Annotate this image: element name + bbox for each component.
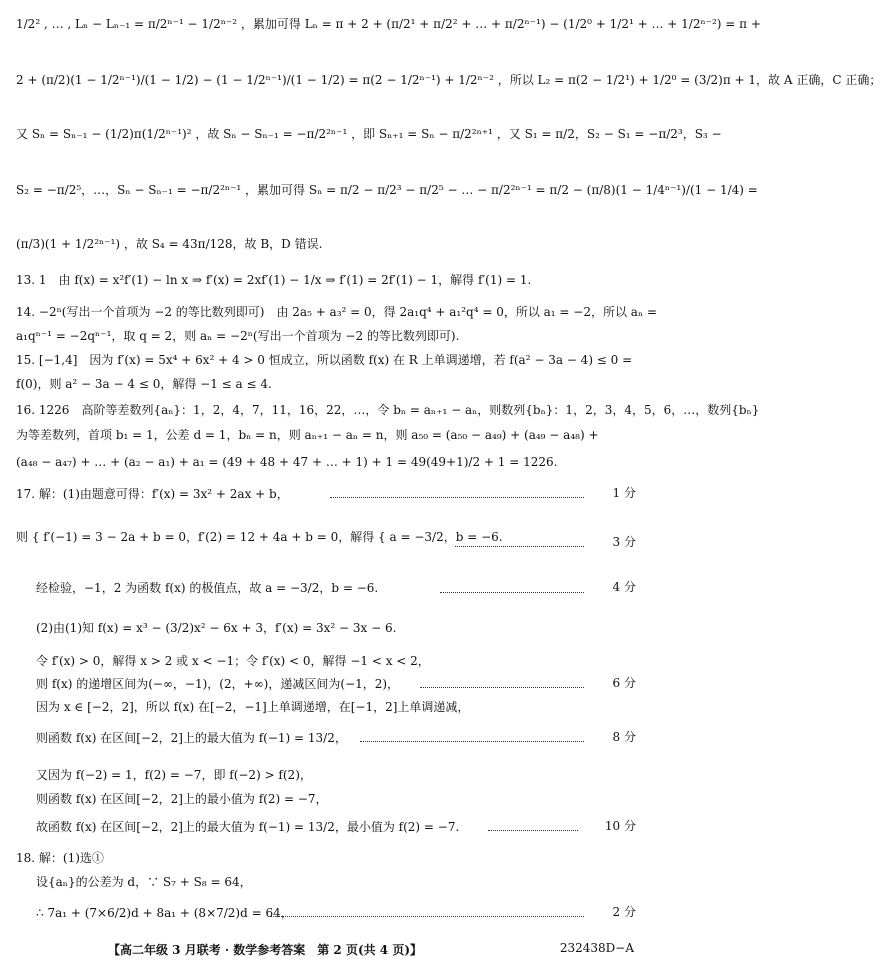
q13-line: 13. 1 由 f(x) = x²f′(1) − ln x ⇒ f′(x) = 2xf′(1) − 1/x ⇒ f′(1) = 2f′(1) − 1，解得 f′(1) = 1. (16, 273, 532, 287)
q17-line: 又因为 f(−2) = 1，f(2) = −7，即 f(−2) > f(2)， (36, 768, 312, 782)
dot-leader (488, 830, 578, 831)
text-line: S₂ = −π/2⁵，…，Sₙ − Sₙ₋₁ = −π/2²ⁿ⁻¹ ，累加可得 Sₙ = π/2 − π/2³ − π/2⁵ − … − π/2²ⁿ⁻¹ = π/2 − (π/8)(1 − 1/4ⁿ⁻¹)/(1 − 1/4) = (16, 183, 758, 197)
score-mark: 2 分 (609, 903, 636, 920)
q16-line: 16. 1226 高阶等差数列{aₙ}：1，2，4，7，11，16，22，…，令 bₙ = aₙ₊₁ − aₙ，则数列{bₙ}：1，2，3，4，5，6，…，数列{bₙ} (16, 403, 760, 417)
text-line: 又 Sₙ = Sₙ₋₁ − (1/2)π(1/2ⁿ⁻¹)² ，故 Sₙ − Sₙ₋₁ = −π/2²ⁿ⁻¹ ，即 Sₙ₊₁ = Sₙ − π/2²ⁿ⁺¹ ，又 S₁ = π/2，S₂ − S₁ = −π/2³，S₃ − (16, 127, 722, 141)
q17-line: 17. 解：(1)由题意可得：f′(x) = 3x² + 2ax + b， (16, 487, 289, 501)
q14-line: a₁qⁿ⁻¹ = −2qⁿ⁻¹，取 q = 2，则 aₙ = −2ⁿ(写出一个首项为 −2 的等比数列即可). (16, 329, 460, 343)
q18-line: 设{aₙ}的公差为 d，∵ S₇ + S₈ = 64， (36, 875, 252, 889)
q18-line: ∴ 7a₁ + (7×6/2)d + 8a₁ + (8×7/2)d = 64， (36, 906, 293, 920)
score-mark: 8 分 (609, 728, 636, 745)
score-mark: 10 分 (601, 817, 636, 834)
text-line: 2 + (π/2)(1 − 1/2ⁿ⁻¹)/(1 − 1/2) − (1 − 1/2ⁿ⁻¹)/(1 − 1/2) = π(2 − 1/2ⁿ⁻¹) + 1/2ⁿ⁻² ，所以 L₂ = π(2 − 1/2¹) + 1/2⁰ = (3/2)π + 1，故 A 正确，C 正确； (16, 73, 881, 87)
score-mark: 3 分 (609, 533, 636, 550)
dot-leader (420, 687, 584, 688)
q17-line: 经检验，−1，2 为函数 f(x) 的极值点，故 a = −3/2，b = −6. (36, 581, 379, 595)
footer-title: 【高二年级 3 月联考 · 数学参考答案 第 2 页(共 4 页)】 (108, 943, 423, 957)
q15-line: f(0)，则 a² − 3a − 4 ≤ 0，解得 −1 ≤ a ≤ 4. (16, 377, 272, 391)
q17-line: 则 f(x) 的递增区间为(−∞，−1)，(2，+∞)，递减区间为(−1，2)， (36, 677, 400, 691)
q17-line: (2)由(1)知 f(x) = x³ − (3/2)x² − 6x + 3，f′(x) = 3x² − 3x − 6. (36, 621, 397, 635)
q17-line: 则函数 f(x) 在区间[−2，2]上的最小值为 f(2) = −7， (36, 792, 328, 806)
text-line: 1/2² , … , Lₙ − Lₙ₋₁ = π/2ⁿ⁻¹ − 1/2ⁿ⁻² ，累加可得 Lₙ = π + 2 + (π/2¹ + π/2² + … + π/2ⁿ⁻¹) − (1/2⁰ + 1/2¹ + … + 1/2ⁿ⁻²) = π + (16, 17, 761, 31)
q17-line: 令 f′(x) > 0，解得 x > 2 或 x < −1；令 f′(x) < 0，解得 −1 < x < 2， (36, 654, 430, 668)
page-footer (0, 939, 648, 961)
q18-line: 18. 解：(1)选① (16, 851, 104, 865)
dot-leader (440, 592, 584, 593)
q17-line: 故函数 f(x) 在区间[−2，2]上的最大值为 f(−1) = 13/2，最小值为 f(2) = −7. (36, 820, 460, 834)
q17-line: 则 { f′(−1) = 3 − 2a + b = 0，f′(2) = 12 + 4a + b = 0，解得 { a = −3/2，b = −6. (16, 530, 503, 544)
q14-line: 14. −2ⁿ(写出一个首项为 −2 的等比数列即可) 由 2a₅ + a₃² = 0，得 2a₁q⁴ + a₁²q⁴ = 0，所以 a₁ = −2，所以 aₙ = (16, 305, 658, 319)
dot-leader (270, 916, 584, 917)
q15-line: 15. [−1,4] 因为 f′(x) = 5x⁴ + 6x² + 4 > 0 恒成立，所以函数 f(x) 在 R 上单调递增，若 f(a² − 3a − 4) ≤ 0 = (16, 353, 633, 367)
q16-line: (a₄₈ − a₄₇) + … + (a₂ − a₁) + a₁ = (49 + 48 + 47 + … + 1) + 1 = 49(49+1)/2 + 1 = 1226. (16, 455, 558, 469)
dot-leader (455, 546, 584, 547)
text-line: (π/3)(1 + 1/2²ⁿ⁻¹) ，故 S₄ = 43π/128，故 B，D 错误. (16, 237, 323, 251)
score-mark: 1 分 (609, 484, 636, 501)
q17-line: 则函数 f(x) 在区间[−2，2]上的最大值为 f(−1) = 13/2， (36, 731, 347, 745)
q17-line: 因为 x ∈ [−2，2]，所以 f(x) 在[−2，−1]上单调递增，在[−1，2]上单调递减， (36, 700, 470, 714)
dot-leader (330, 497, 584, 498)
score-mark: 4 分 (609, 578, 636, 595)
footer-code: 232438D−A (559, 941, 634, 955)
q16-line: 为等差数列，首项 b₁ = 1，公差 d = 1，bₙ = n，则 aₙ₊₁ − aₙ = n，则 a₅₀ = (a₅₀ − a₄₉) + (a₄₉ − a₄₈) + (16, 428, 599, 442)
dot-leader (360, 741, 584, 742)
score-mark: 6 分 (609, 674, 636, 691)
